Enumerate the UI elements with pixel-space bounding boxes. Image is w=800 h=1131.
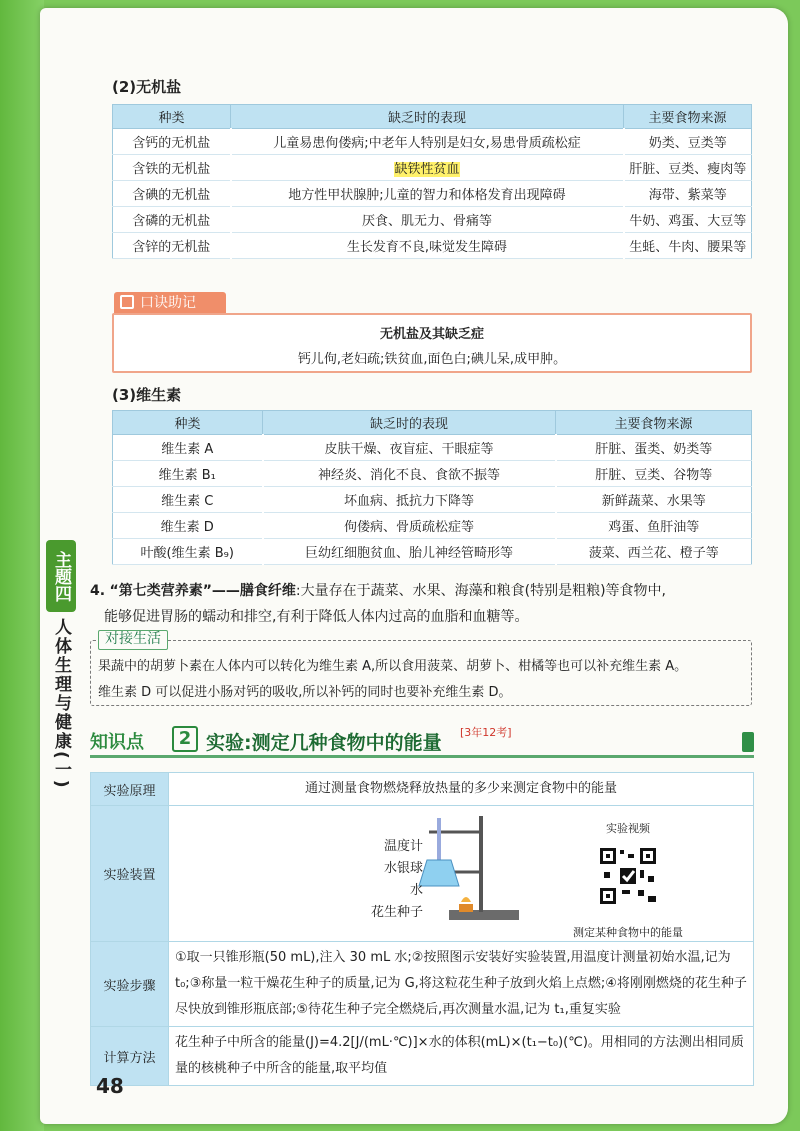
note-icon: [120, 295, 134, 309]
qr-block: [573, 816, 683, 946]
left-green-band: [0, 0, 44, 1131]
highlight: 缺铁性贫血: [394, 162, 460, 177]
mnemonic-label: 口诀助记: [114, 292, 226, 314]
fiber-paragraph: [90, 578, 750, 630]
table-row: 含碘的无机盐 地方性甲状腺肿;儿童的智力和体格发育出现障碍 海带、紫菜等: [113, 181, 752, 207]
knowledge-title: 实验:测定几种食物中的能量: [206, 732, 442, 754]
vitamins-heading: (3)维生素: [112, 386, 182, 404]
mnemonic-text: 钙儿佝,老妇疏;铁贫血,面色白;碘儿呆,成甲肿。: [297, 352, 567, 367]
col-source: 主要食物来源: [556, 411, 752, 435]
theme-tab: 主题四: [46, 540, 76, 612]
knowledge-label: 知识点: [90, 732, 144, 753]
vitamins-table: [112, 410, 752, 565]
col-type: 种类: [113, 411, 263, 435]
table-row: 含钙的无机盐 儿童易患佝偻病;中老年人特别是妇女,易患骨质疏松症 奶类、豆类等: [113, 129, 752, 155]
table-row: [91, 773, 754, 806]
table-row: 维生素 C 坏血病、抵抗力下降等 新鲜蔬菜、水果等: [113, 487, 752, 513]
table-row: 维生素 D 佝偻病、骨质疏松症等 鸡蛋、鱼肝油等: [113, 513, 752, 539]
apparatus-cell: [169, 806, 754, 942]
col-symptom: 缺乏时的表现: [231, 105, 624, 129]
qr-caption: 测定某种食物中的能量: [573, 926, 683, 939]
fiber-title: “第七类营养素”——膳食纤维: [109, 583, 296, 599]
life-line-1: 果蔬中的胡萝卜素在人体内可以转化为维生素 A,所以食用菠菜、胡萝卜、柑橘等也可以补充维生素 A。: [98, 659, 688, 674]
knowledge-bar: [90, 726, 754, 758]
difficulty-badge: [742, 732, 754, 752]
minerals-table: [112, 104, 752, 259]
life-line-2: 维生素 D 可以促进小肠对钙的吸收,所以补钙的同时也要补充维生素 D。: [98, 685, 512, 700]
table-row: [91, 1027, 754, 1086]
apparatus-header: 实验装置: [91, 806, 169, 942]
apparatus-labels: [345, 836, 423, 924]
table-row: [91, 942, 754, 1027]
fiber-text-2: 能够促进胃肠的蠕动和排空,有利于降低人体内过高的血脂和血糖等。: [104, 609, 529, 625]
table-row: 叶酸(维生素 B₉) 巨幼红细胞贫血、胎儿神经管畸形等 菠菜、西兰花、橙子等: [113, 539, 752, 565]
table-row: 含磷的无机盐 厌食、肌无力、骨痛等 牛奶、鸡蛋、大豆等: [113, 207, 752, 233]
label-water: 水: [409, 883, 423, 898]
page-number: 48: [96, 1074, 124, 1098]
calc-text: 花生种子中所含的能量(J)=4.2[J/(mL·℃)]×水的体积(mL)×(t₁−t₀)(℃)。用相同的方法测出相同质量的核桃种子中所含的能量,取平均值: [169, 1027, 754, 1086]
life-text: [98, 654, 748, 706]
qr-code-icon[interactable]: [598, 846, 658, 906]
table-row: [91, 806, 754, 942]
fiber-num: 4.: [90, 583, 106, 599]
col-type: 种类: [113, 105, 231, 129]
table-row: 维生素 A 皮肤干燥、夜盲症、干眼症等 肝脏、蛋类、奶类等: [113, 435, 752, 461]
life-label: 对接生活: [98, 630, 168, 650]
principle-text: 通过测量食物燃烧释放热量的多少来测定食物中的能量: [169, 773, 754, 806]
steps-text: ①取一只锥形瓶(50 mL),注入 30 mL 水;②按照图示安装好实验装置,用温度计测量初始水温,记为 t₀;③称量一粒干燥花生种子的质量,记为 G,将这粒花生种子放到火焰上点燃;④将刚刚燃烧的花生种子尽快放到锥形瓶底部;⑤待花生种子完全燃烧后,再次测量水温,记为 t₁,重复实验: [169, 942, 754, 1027]
knowledge-number: 2: [172, 726, 198, 752]
steps-header: 实验步骤: [91, 942, 169, 1027]
label-bulb: 水银球: [383, 861, 423, 876]
col-symptom: 缺乏时的表现: [263, 411, 556, 435]
calc-header: 计算方法: [91, 1027, 169, 1086]
col-source: 主要食物来源: [624, 105, 752, 129]
experiment-table: [90, 772, 754, 1086]
table-row: 维生素 B₁ 神经炎、消化不良、食欲不振等 肝脏、豆类、谷物等: [113, 461, 752, 487]
label-peanut: 花生种子: [370, 905, 423, 920]
exam-frequency-tag: [3年12考]: [460, 726, 512, 739]
table-row: 含铁的无机盐 缺铁性贫血 肝脏、豆类、瘦肉等: [113, 155, 752, 181]
mnemonic-box: [112, 313, 752, 373]
qr-title: 实验视频: [606, 822, 650, 835]
label-thermometer: 温度计: [383, 839, 423, 854]
theme-title: 人体生理与健康(一): [51, 618, 71, 790]
mnemonic-title: 无机盐及其缺乏症: [379, 327, 484, 342]
minerals-heading: (2)无机盐: [112, 78, 182, 96]
fiber-text-1: :大量存在于蔬菜、水果、海藻和粮食(特别是粗粮)等食物中,: [295, 583, 667, 599]
principle-header: 实验原理: [91, 773, 169, 806]
table-row: 含锌的无机盐 生长发育不良,味觉发生障碍 生蚝、牛肉、腰果等: [113, 233, 752, 259]
